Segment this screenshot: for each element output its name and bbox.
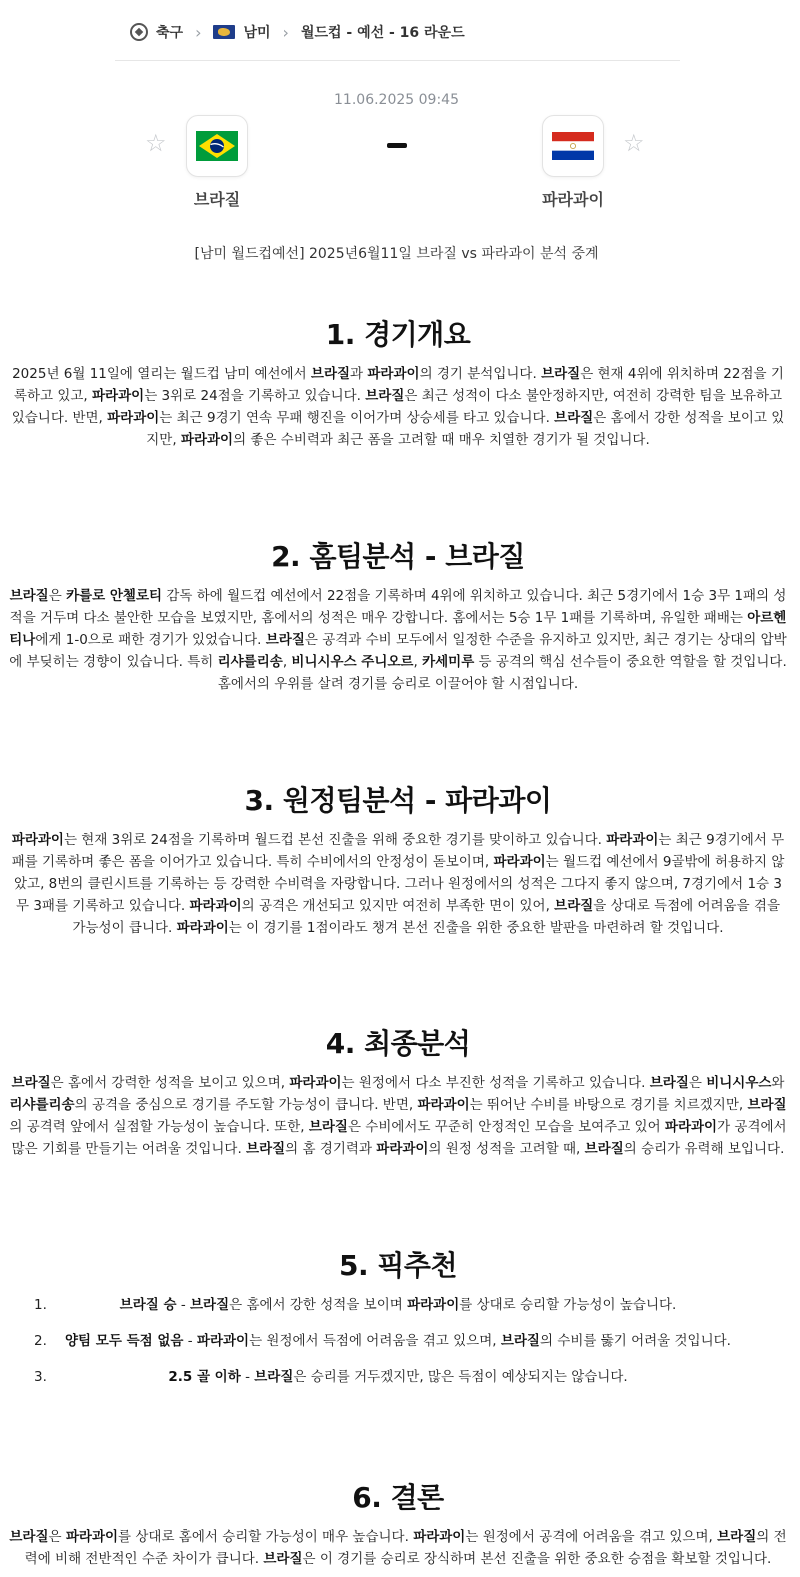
breadcrumb-region[interactable]: 남미 — [243, 25, 271, 41]
section-body: 브라질은 홈에서 강력한 성적을 보이고 있으며, 파라과이는 원정에서 다소 부진한 성적을 기록하고 있습니다. 브라질은 비니시우스와 리샤를리송의 공격을 중심으로 경기를 주도할 가능성이 큽니다. 반면, 파라과이는 뛰어난 수비를 바탕으로 경기를 치르겠지만, 브라질의 공격력 앞에서 실점할 가능성이 높습니다. 또한, 브라질은 수비에서도 꾸준히 안정적인 모습을 보여주고 있어 파라과이가 공격에서 많은 기회를 만들기는 어려울 것입니다. 브라질의 홈 경기력과 파라과이의 원정 성적을 고려할 때, 브라질의 승리가 유력해 보입니다. — [9, 1075, 787, 1157]
away-team[interactable] — [513, 115, 633, 210]
pick-number: 2. — [34, 1333, 47, 1349]
section-title: 6. 결론 — [352, 1481, 444, 1514]
section-final-analysis — [8, 1022, 788, 1160]
section-body: 브라질은 카를로 안첼로티 감독 하에 월드컵 예선에서 22점을 기록하며 4위에 위치하고 있습니다. 최근 5경기에서 1승 3무 1패의 성적을 거두며 다소 불안한 모습을 보였지만, 홈에서의 성적은 매우 강합니다. 홈에서는 5승 1무 1패를 기록하며, 유일한 패배는 아르헨티나에게 1-0으로 패한 경기가 있었습니다. 브라질은 공격과 수비 모두에서 일정한 수준을 유지하고 있지만, 최근 경기는 상대의 압박에 부딪히는 경향이 있습니다. 특히 리샤를리송, 비니시우스 주니오르, 카세미루 등 공격의 핵심 선수들이 중요한 역할을 할 것입니다. 홈에서의 우위를 살려 경기를 승리로 이끌어야 할 시점입니다. — [9, 588, 787, 692]
favorite-home-star-icon[interactable]: ☆ — [145, 129, 167, 157]
section-body: 브라질은 파라과이를 상대로 홈에서 승리할 가능성이 매우 높습니다. 파라과이는 원정에서 공격에 어려움을 겪고 있으며, 브라질의 전력에 비해 전반적인 수준 차이가 큽니다. 브라질은 이 경기를 승리로 장식하며 본선 진출을 위한 중요한 승점을 확보할 것입니다. — [9, 1529, 787, 1567]
section-title: 5. 픽추천 — [338, 1249, 457, 1282]
breadcrumb-sport[interactable]: 축구 — [156, 25, 184, 41]
favorite-away-star-icon[interactable]: ☆ — [623, 129, 645, 157]
pick-number: 3. — [34, 1369, 47, 1385]
brazil-flag-icon — [186, 115, 248, 177]
pick-number: 1. — [34, 1297, 47, 1313]
picks-list — [8, 1294, 788, 1388]
pick-text: 양팀 모두 득점 없음 - 파라과이는 원정에서 득점에 어려움을 겪고 있으며, 브라질의 수비를 뚫기 어려울 것입니다. — [65, 1333, 731, 1349]
soccer-ball-icon — [130, 23, 148, 41]
chevron-right-icon: › — [195, 22, 202, 42]
pick-item — [8, 1330, 788, 1352]
section-home-analysis — [8, 535, 788, 695]
score-separator — [387, 143, 407, 148]
match-datetime: 11.06.2025 09:45 — [334, 92, 459, 108]
pick-text: 브라질 승 - 브라질은 홈에서 강한 성적을 보이며 파라과이를 상대로 승리할 가능성이 높습니다. — [119, 1297, 677, 1313]
paraguay-flag-icon — [542, 115, 604, 177]
home-team-name: 브라질 — [193, 190, 241, 209]
breadcrumb — [130, 20, 465, 44]
pick-item — [8, 1294, 788, 1316]
chevron-right-icon: › — [282, 22, 289, 42]
pick-item — [8, 1366, 788, 1388]
south-america-flag-icon — [213, 25, 235, 39]
section-body: 2025년 6월 11일에 열리는 월드컵 남미 예선에서 브라질과 파라과이의 경기 분석입니다. 브라질은 현재 4위에 위치하며 22점을 기록하고 있고, 파라과이는 3위로 24점을 기록하고 있습니다. 브라질은 최근 성적이 다소 불안정하지만, 여전히 강력한 팀을 보유하고 있습니다. 반면, 파라과이는 최근 9경기 연속 무패 행진을 이어가며 상승세를 타고 있습니다. 브라질은 홈에서 강한 성적을 보이고 있지만, 파라과이의 좋은 수비력과 최근 폼을 고려할 때 매우 치열한 경기가 될 것입니다. — [11, 366, 785, 448]
section-title: 4. 최종분석 — [325, 1027, 471, 1060]
section-overview — [8, 313, 788, 451]
section-picks — [8, 1244, 788, 1402]
home-team[interactable] — [157, 115, 277, 210]
section-body: 파라과이는 현재 3위로 24점을 기록하며 월드컵 본선 진출을 위해 중요한 경기를 맞이하고 있습니다. 파라과이는 최근 9경기에서 무패를 기록하며 좋은 폼을 이어가고 있습니다. 특히 수비에서의 안정성이 돋보이며, 파라과이는 월드컵 예선에서 9골밖에 허용하지 않았고, 8번의 클린시트를 기록하는 등 강력한 수비력을 자랑합니다. 그러나 원정에서의 성적은 그다지 좋지 않으며, 7경기에서 1승 3무 3패를 기록하고 있습니다. 파라과이의 공격은 개선되고 있지만 여전히 부족한 면이 있어, 브라질을 상대로 득점에 어려움을 겪을 가능성이 큽니다. 파라과이는 이 경기를 1점이라도 챙겨 본선 진출을 위한 중요한 발판을 마련하려 할 것입니다. — [11, 832, 785, 936]
away-team-name: 파라과이 — [542, 190, 604, 209]
section-title: 2. 홈팀분석 - 브라질 — [271, 540, 525, 573]
section-conclusion — [8, 1476, 788, 1570]
section-title: 3. 원정팀분석 - 파라과이 — [244, 784, 552, 817]
header-divider — [115, 60, 680, 61]
section-title: 1. 경기개요 — [325, 318, 471, 351]
match-headline: [남미 월드컵예선] 2025년6월11일 브라질 vs 파라과이 분석 중계 — [194, 246, 599, 262]
section-away-analysis — [8, 779, 788, 939]
breadcrumb-competition[interactable]: 월드컵 - 예선 - 16 라운드 — [300, 25, 465, 41]
pick-text: 2.5 골 이하 - 브라질은 승리를 거두겠지만, 많은 득점이 예상되지는 않습니다. — [168, 1369, 628, 1385]
